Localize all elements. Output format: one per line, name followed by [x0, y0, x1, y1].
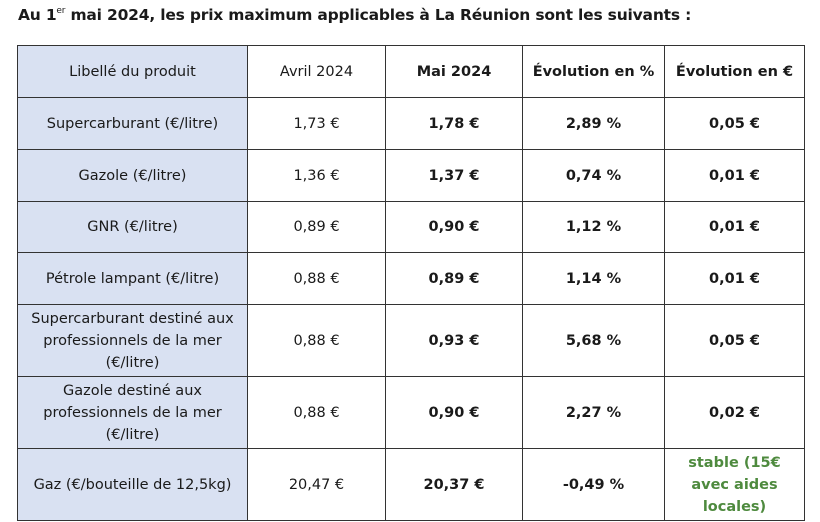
table-row [18, 150, 805, 202]
cell-product: Supercarburant destiné aux professionnels de la mer (€/litre) [18, 305, 248, 377]
cell-evolution-pct: 5,68 % [523, 305, 665, 377]
cell-avril: 20,47 € [248, 449, 386, 521]
cell-evolution-eur: 0,05 € [665, 98, 805, 150]
cell-product: Gazole destiné aux professionnels de la mer (€/litre) [18, 377, 248, 449]
cell-evolution-eur: 0,01 € [665, 202, 805, 253]
table-header-row [18, 46, 805, 98]
heading-suffix: mai 2024, les prix maximum applicables à La Réunion sont les suivants : [65, 6, 692, 24]
cell-avril: 1,73 € [248, 98, 386, 150]
heading-prefix: Au 1 [18, 6, 57, 24]
heading-superscript: er [56, 5, 66, 16]
cell-product: Gazole (€/litre) [18, 150, 248, 202]
header-mai: Mai 2024 [386, 46, 523, 98]
cell-evolution-pct: 2,89 % [523, 98, 665, 150]
cell-avril: 0,88 € [248, 305, 386, 377]
cell-product: Gaz (€/bouteille de 12,5kg) [18, 449, 248, 521]
page-heading [18, 6, 691, 24]
cell-avril: 0,88 € [248, 253, 386, 305]
price-table [17, 45, 805, 521]
cell-evolution-pct: -0,49 % [523, 449, 665, 521]
cell-mai: 0,89 € [386, 253, 523, 305]
cell-evolution-pct: 1,12 % [523, 202, 665, 253]
cell-avril: 0,89 € [248, 202, 386, 253]
cell-mai: 0,90 € [386, 377, 523, 449]
cell-evolution-pct: 1,14 % [523, 253, 665, 305]
cell-product: Supercarburant (€/litre) [18, 98, 248, 150]
cell-avril: 1,36 € [248, 150, 386, 202]
cell-mai: 20,37 € [386, 449, 523, 521]
cell-evolution-eur: 0,05 € [665, 305, 805, 377]
cell-evolution-eur: 0,02 € [665, 377, 805, 449]
table-row [18, 305, 805, 377]
header-evolution-eur: Évolution en € [665, 46, 805, 98]
cell-evolution-pct: 2,27 % [523, 377, 665, 449]
cell-evolution-eur-stable: stable (15€ avec aides locales) [665, 449, 805, 521]
cell-evolution-eur: 0,01 € [665, 150, 805, 202]
cell-evolution-eur: 0,01 € [665, 253, 805, 305]
cell-avril: 0,88 € [248, 377, 386, 449]
cell-mai: 0,90 € [386, 202, 523, 253]
header-evolution-pct: Évolution en % [523, 46, 665, 98]
cell-product: GNR (€/litre) [18, 202, 248, 253]
table-row [18, 202, 805, 253]
cell-mai: 1,78 € [386, 98, 523, 150]
cell-mai: 0,93 € [386, 305, 523, 377]
cell-product: Pétrole lampant (€/litre) [18, 253, 248, 305]
table-row [18, 253, 805, 305]
cell-mai: 1,37 € [386, 150, 523, 202]
table-row [18, 98, 805, 150]
table-row [18, 377, 805, 449]
cell-evolution-pct: 0,74 % [523, 150, 665, 202]
table-row [18, 449, 805, 521]
header-product: Libellé du produit [18, 46, 248, 98]
header-avril: Avril 2024 [248, 46, 386, 98]
